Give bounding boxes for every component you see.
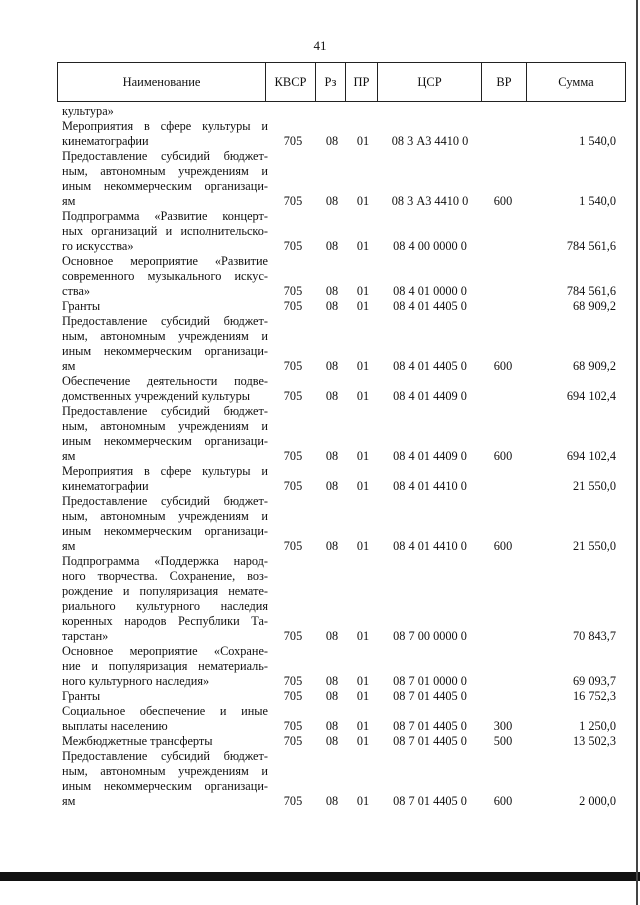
row-name-line: иным некоммерческим организаци- [62, 434, 268, 448]
row-sum: 1 540,0 [579, 134, 616, 148]
table-row [0, 314, 640, 374]
row-name-line: Подпрограмма «Развитие концерт- [62, 209, 268, 223]
row-csr: 08 7 00 0000 0 [393, 629, 467, 643]
row-sum: 68 909,2 [572, 359, 616, 373]
row-sum: 1 540,0 [579, 194, 616, 208]
row-name-line: ного творчества. Сохранение, воз- [62, 569, 268, 583]
table-row [0, 119, 640, 149]
table-row [0, 749, 640, 809]
row-csr: 08 7 01 4405 0 [393, 719, 467, 733]
row-name-line: Предоставление субсидий бюджет- [62, 314, 268, 328]
row-kvsr: 705 [283, 629, 303, 643]
row-rz: 08 [325, 389, 339, 403]
row-name-line: иным некоммерческим организаци- [62, 779, 268, 793]
row-name [62, 254, 268, 299]
row-kvsr: 705 [283, 734, 303, 748]
row-name [62, 314, 268, 374]
table-row [0, 734, 640, 749]
row-csr: 08 4 01 4409 0 [393, 389, 467, 403]
table-row [0, 554, 640, 644]
row-rz: 08 [325, 719, 339, 733]
scan-edge-line [636, 0, 638, 905]
row-kvsr: 705 [283, 359, 303, 373]
row-name-line: кинематографии [62, 479, 149, 493]
row-name-line: Предоставление субсидий бюджет- [62, 149, 268, 163]
row-name [62, 494, 268, 554]
row-name-line: ных организаций и исполнительско- [62, 224, 268, 238]
scan-border-bar [0, 872, 640, 881]
row-name-line: ства» [62, 284, 91, 298]
row-name-line: Предоставление субсидий бюджет- [62, 494, 268, 508]
row-sum: 694 102,4 [566, 449, 616, 463]
row-name-line: Основное мероприятие «Сохране- [62, 644, 268, 658]
row-sum: 784 561,6 [566, 239, 616, 253]
row-name-line: ным, автономным учреждениям и [62, 164, 268, 178]
table-row [0, 464, 640, 494]
row-name [62, 404, 268, 464]
table-row [0, 104, 640, 119]
row-name-line: Гранты [62, 689, 101, 703]
table-row [0, 689, 640, 704]
row-kvsr: 705 [283, 674, 303, 688]
row-name-line: риального культурного наследия [62, 599, 268, 613]
row-name-line: иным некоммерческим организаци- [62, 179, 268, 193]
row-kvsr: 705 [283, 284, 303, 298]
row-csr: 08 4 00 0000 0 [393, 239, 467, 253]
row-csr: 08 7 01 4405 0 [393, 689, 467, 703]
row-csr: 08 3 А3 4410 0 [391, 134, 469, 148]
row-name [62, 299, 268, 314]
row-pr: 01 [356, 479, 370, 493]
table-row [0, 704, 640, 734]
table-row [0, 644, 640, 689]
row-vr: 600 [493, 194, 513, 208]
header-rz: Рз [316, 63, 346, 101]
row-csr: 08 4 01 4405 0 [393, 359, 467, 373]
row-name [62, 734, 268, 749]
row-pr: 01 [356, 629, 370, 643]
header-sum: Сумма [558, 75, 594, 89]
row-pr: 01 [356, 299, 370, 313]
row-vr: 600 [493, 449, 513, 463]
row-kvsr: 705 [283, 389, 303, 403]
row-pr: 01 [356, 539, 370, 553]
header-csr: ЦСР [378, 63, 482, 101]
row-sum: 21 550,0 [572, 539, 616, 553]
row-name-line: домственных учреждений культуры [62, 389, 251, 403]
row-csr: 08 7 01 0000 0 [393, 674, 467, 688]
row-name [62, 554, 268, 644]
row-name-line: Социальное обеспечение и иные [62, 704, 268, 718]
row-name-line: Обеспечение деятельности подве- [62, 374, 268, 388]
row-name-line: Мероприятия в сфере культуры и [62, 464, 268, 478]
row-sum: 784 561,6 [566, 284, 616, 298]
page-number: 41 [313, 38, 327, 53]
row-kvsr: 705 [283, 239, 303, 253]
row-pr: 01 [356, 359, 370, 373]
row-name [62, 689, 268, 704]
row-rz: 08 [325, 629, 339, 643]
row-name [62, 119, 268, 149]
row-name-line: ным, автономным учреждениям и [62, 419, 268, 433]
row-pr: 01 [356, 719, 370, 733]
row-csr: 08 3 А3 4410 0 [391, 194, 469, 208]
row-rz: 08 [325, 794, 339, 808]
row-rz: 08 [325, 299, 339, 313]
row-pr: 01 [356, 734, 370, 748]
row-kvsr: 705 [283, 539, 303, 553]
row-name-line: Гранты [62, 299, 101, 313]
row-pr: 01 [356, 449, 370, 463]
row-rz: 08 [325, 734, 339, 748]
table-body [0, 104, 640, 809]
row-sum: 70 843,7 [572, 629, 616, 643]
row-csr: 08 4 01 4405 0 [393, 299, 467, 313]
row-vr: 300 [493, 719, 513, 733]
row-name [62, 104, 268, 119]
row-rz: 08 [325, 284, 339, 298]
row-kvsr: 705 [283, 719, 303, 733]
row-name-line: коренных народов Республики Та- [62, 614, 268, 628]
row-name-line: ным, автономным учреждениям и [62, 509, 268, 523]
row-sum: 16 752,3 [572, 689, 616, 703]
row-rz: 08 [325, 689, 339, 703]
row-kvsr: 705 [283, 449, 303, 463]
row-vr: 500 [493, 734, 513, 748]
row-sum: 21 550,0 [572, 479, 616, 493]
table-row [0, 254, 640, 299]
row-name-line: ного культурного наследия» [62, 674, 210, 688]
row-csr: 08 7 01 4405 0 [393, 794, 467, 808]
row-name [62, 644, 268, 689]
row-vr: 600 [493, 539, 513, 553]
row-rz: 08 [325, 449, 339, 463]
header-kvsr: КВСР [266, 63, 316, 101]
table-row [0, 404, 640, 464]
row-kvsr: 705 [283, 299, 303, 313]
row-name [62, 209, 268, 254]
row-pr: 01 [356, 794, 370, 808]
row-rz: 08 [325, 479, 339, 493]
row-name-line: ным, автономным учреждениям и [62, 329, 268, 343]
row-pr: 01 [356, 239, 370, 253]
row-name-line: ям [62, 194, 76, 208]
table-row [0, 149, 640, 209]
row-name [62, 374, 268, 404]
row-name-line: ям [62, 794, 76, 808]
row-name-line: ние и популяризация нематериаль- [62, 659, 268, 673]
row-kvsr: 705 [283, 794, 303, 808]
row-vr: 600 [493, 359, 513, 373]
row-name-line: современного музыкального искус- [62, 269, 268, 283]
row-name-line: Мероприятия в сфере культуры и [62, 119, 268, 133]
row-sum: 69 093,7 [572, 674, 616, 688]
row-name-line: Межбюджетные трансферты [62, 734, 213, 748]
table-row [0, 299, 640, 314]
row-name-line: Предоставление субсидий бюджет- [62, 749, 268, 763]
row-pr: 01 [356, 389, 370, 403]
row-name-line: культура» [62, 104, 114, 118]
row-name-line: го искусства» [62, 239, 134, 253]
row-rz: 08 [325, 239, 339, 253]
row-sum: 2 000,0 [579, 794, 616, 808]
row-name-line: иным некоммерческим организаци- [62, 344, 268, 358]
row-csr: 08 4 01 4409 0 [393, 449, 467, 463]
row-name-line: Основное мероприятие «Развитие [62, 254, 268, 268]
row-name-line: ным, автономным учреждениям и [62, 764, 268, 778]
row-name-line: ям [62, 539, 76, 553]
row-name-line: ям [62, 449, 76, 463]
row-kvsr: 705 [283, 134, 303, 148]
row-pr: 01 [356, 134, 370, 148]
row-name-line: выплаты населению [62, 719, 168, 733]
row-csr: 08 4 01 0000 0 [393, 284, 467, 298]
table-row [0, 209, 640, 254]
row-name-line: иным некоммерческим организаци- [62, 524, 268, 538]
row-pr: 01 [356, 689, 370, 703]
row-rz: 08 [325, 359, 339, 373]
row-name [62, 749, 268, 809]
row-pr: 01 [356, 194, 370, 208]
row-name-line: кинематографии [62, 134, 149, 148]
row-pr: 01 [356, 284, 370, 298]
row-rz: 08 [325, 134, 339, 148]
row-kvsr: 705 [283, 194, 303, 208]
row-sum: 694 102,4 [566, 389, 616, 403]
row-sum: 1 250,0 [579, 719, 616, 733]
row-csr: 08 4 01 4410 0 [393, 479, 467, 493]
row-kvsr: 705 [283, 479, 303, 493]
header-vr: ВР [482, 63, 527, 101]
row-csr: 08 7 01 4405 0 [393, 734, 467, 748]
row-vr: 600 [493, 794, 513, 808]
table-row [0, 494, 640, 554]
row-rz: 08 [325, 194, 339, 208]
row-name [62, 704, 268, 734]
row-kvsr: 705 [283, 689, 303, 703]
row-sum: 68 909,2 [572, 299, 616, 313]
row-name-line: Предоставление субсидий бюджет- [62, 404, 268, 418]
header-name: Наименование [58, 63, 266, 101]
row-sum: 13 502,3 [572, 734, 616, 748]
row-name-line: тарстан» [62, 629, 109, 643]
row-name-line: рождение и популяризация немате- [62, 584, 268, 598]
header-pr: ПР [346, 63, 378, 101]
row-name [62, 149, 268, 209]
table-header [57, 62, 626, 102]
row-name-line: Подпрограмма «Поддержка народ- [62, 554, 268, 568]
row-rz: 08 [325, 674, 339, 688]
table-row [0, 374, 640, 404]
row-pr: 01 [356, 674, 370, 688]
row-name [62, 464, 268, 494]
row-rz: 08 [325, 539, 339, 553]
row-csr: 08 4 01 4410 0 [393, 539, 467, 553]
row-name-line: ям [62, 359, 76, 373]
